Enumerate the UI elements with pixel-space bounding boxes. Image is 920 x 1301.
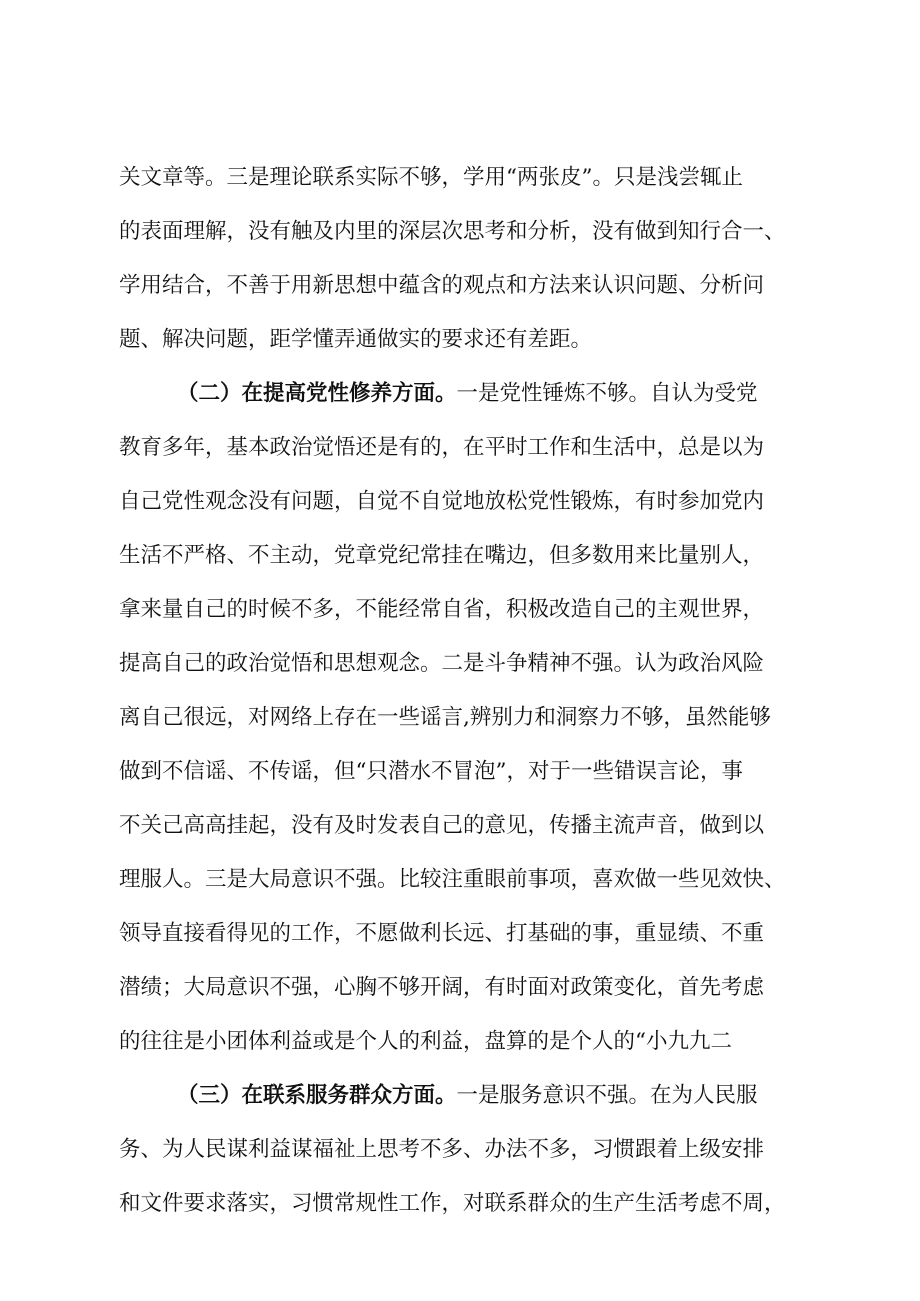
paragraph-2-line-2: 教育多年，基本政治觉悟还是有的，在平时工作和生活中，总是以为 (119, 435, 765, 460)
section-heading-3: （三）在联系服务群众方面。 (177, 1083, 457, 1108)
paragraph-2-line-11: 领导直接看得见的工作，不愿做利长远、打基础的事，重显绩、不重 (119, 921, 765, 946)
paragraph-2-line-4: 生活不严格、不主动，党章党纪常挂在嘴边，但多数用来比量别人， (119, 543, 765, 568)
paragraph-1-line-1: 关文章等。三是理论联系实际不够，学用“两张皮”。只是浅尝辄止 (119, 165, 743, 190)
paragraph-3-line-1-text: 一是服务意识不强。在为人民服 (456, 1083, 758, 1108)
paragraph-2-line-3: 自己党性观念没有问题，自觉不自觉地放松党性锻炼，有时参加党内 (119, 489, 765, 514)
paragraph-2-line-1-text: 一是党性锤炼不够。自认为受党 (456, 381, 758, 406)
paragraph-2-line-7: 离自己很远，对网络上存在一些谣言,辨别力和洞察力不够，虽然能够 (119, 705, 771, 730)
paragraph-2-line-5: 拿来量自己的时候不多，不能经常自省，积极改造自己的主观世界， (119, 597, 765, 622)
paragraph-1-line-2: 的表面理解，没有触及内里的深层次思考和分析，没有做到知行合一、 (119, 219, 786, 244)
paragraph-2-line-6: 提高自己的政治觉悟和思想观念。二是斗争精神不强。认为政治风险 (119, 651, 765, 676)
paragraph-2-line-1 (177, 374, 819, 414)
section-heading-2: （二）在提高党性修养方面。 (177, 381, 457, 406)
paragraph-2-line-10: 理服人。三是大局意识不强。比较注重眼前事项，喜欢做一些见效快、 (119, 867, 786, 892)
paragraph-2-line-12: 潜绩；大局意识不强，心胸不够开阔，有时面对政策变化，首先考虑 (119, 975, 765, 1000)
paragraph-3-line-1 (177, 1076, 819, 1116)
paragraph-1-line-3: 学用结合，不善于用新思想中蕴含的观点和方法来认识问题、分析问 (119, 273, 765, 298)
paragraph-1-line-4: 题、解决问题，距学懂弄通做实的要求还有差距。 (119, 327, 593, 352)
paragraph-2-line-13: 的往往是小团体利益或是个人的利益，盘算的是个人的“小九九二 (119, 1029, 732, 1054)
paragraph-3-line-3: 和文件要求落实，习惯常规性工作，对联系群众的生产生活考虑不周， (119, 1191, 786, 1216)
paragraph-2-line-8: 做到不信谣、不传谣，但“只潜水不冒泡”，对于一些错误言论，事 (119, 759, 743, 784)
paragraph-2-line-9: 不关己高高挂起，没有及时发表自己的意见，传播主流声音，做到以 (119, 813, 765, 838)
paragraph-3-line-2: 务、为人民谋利益谋福祉上思考不多、办法不多，习惯跟着上级安排 (119, 1137, 765, 1162)
